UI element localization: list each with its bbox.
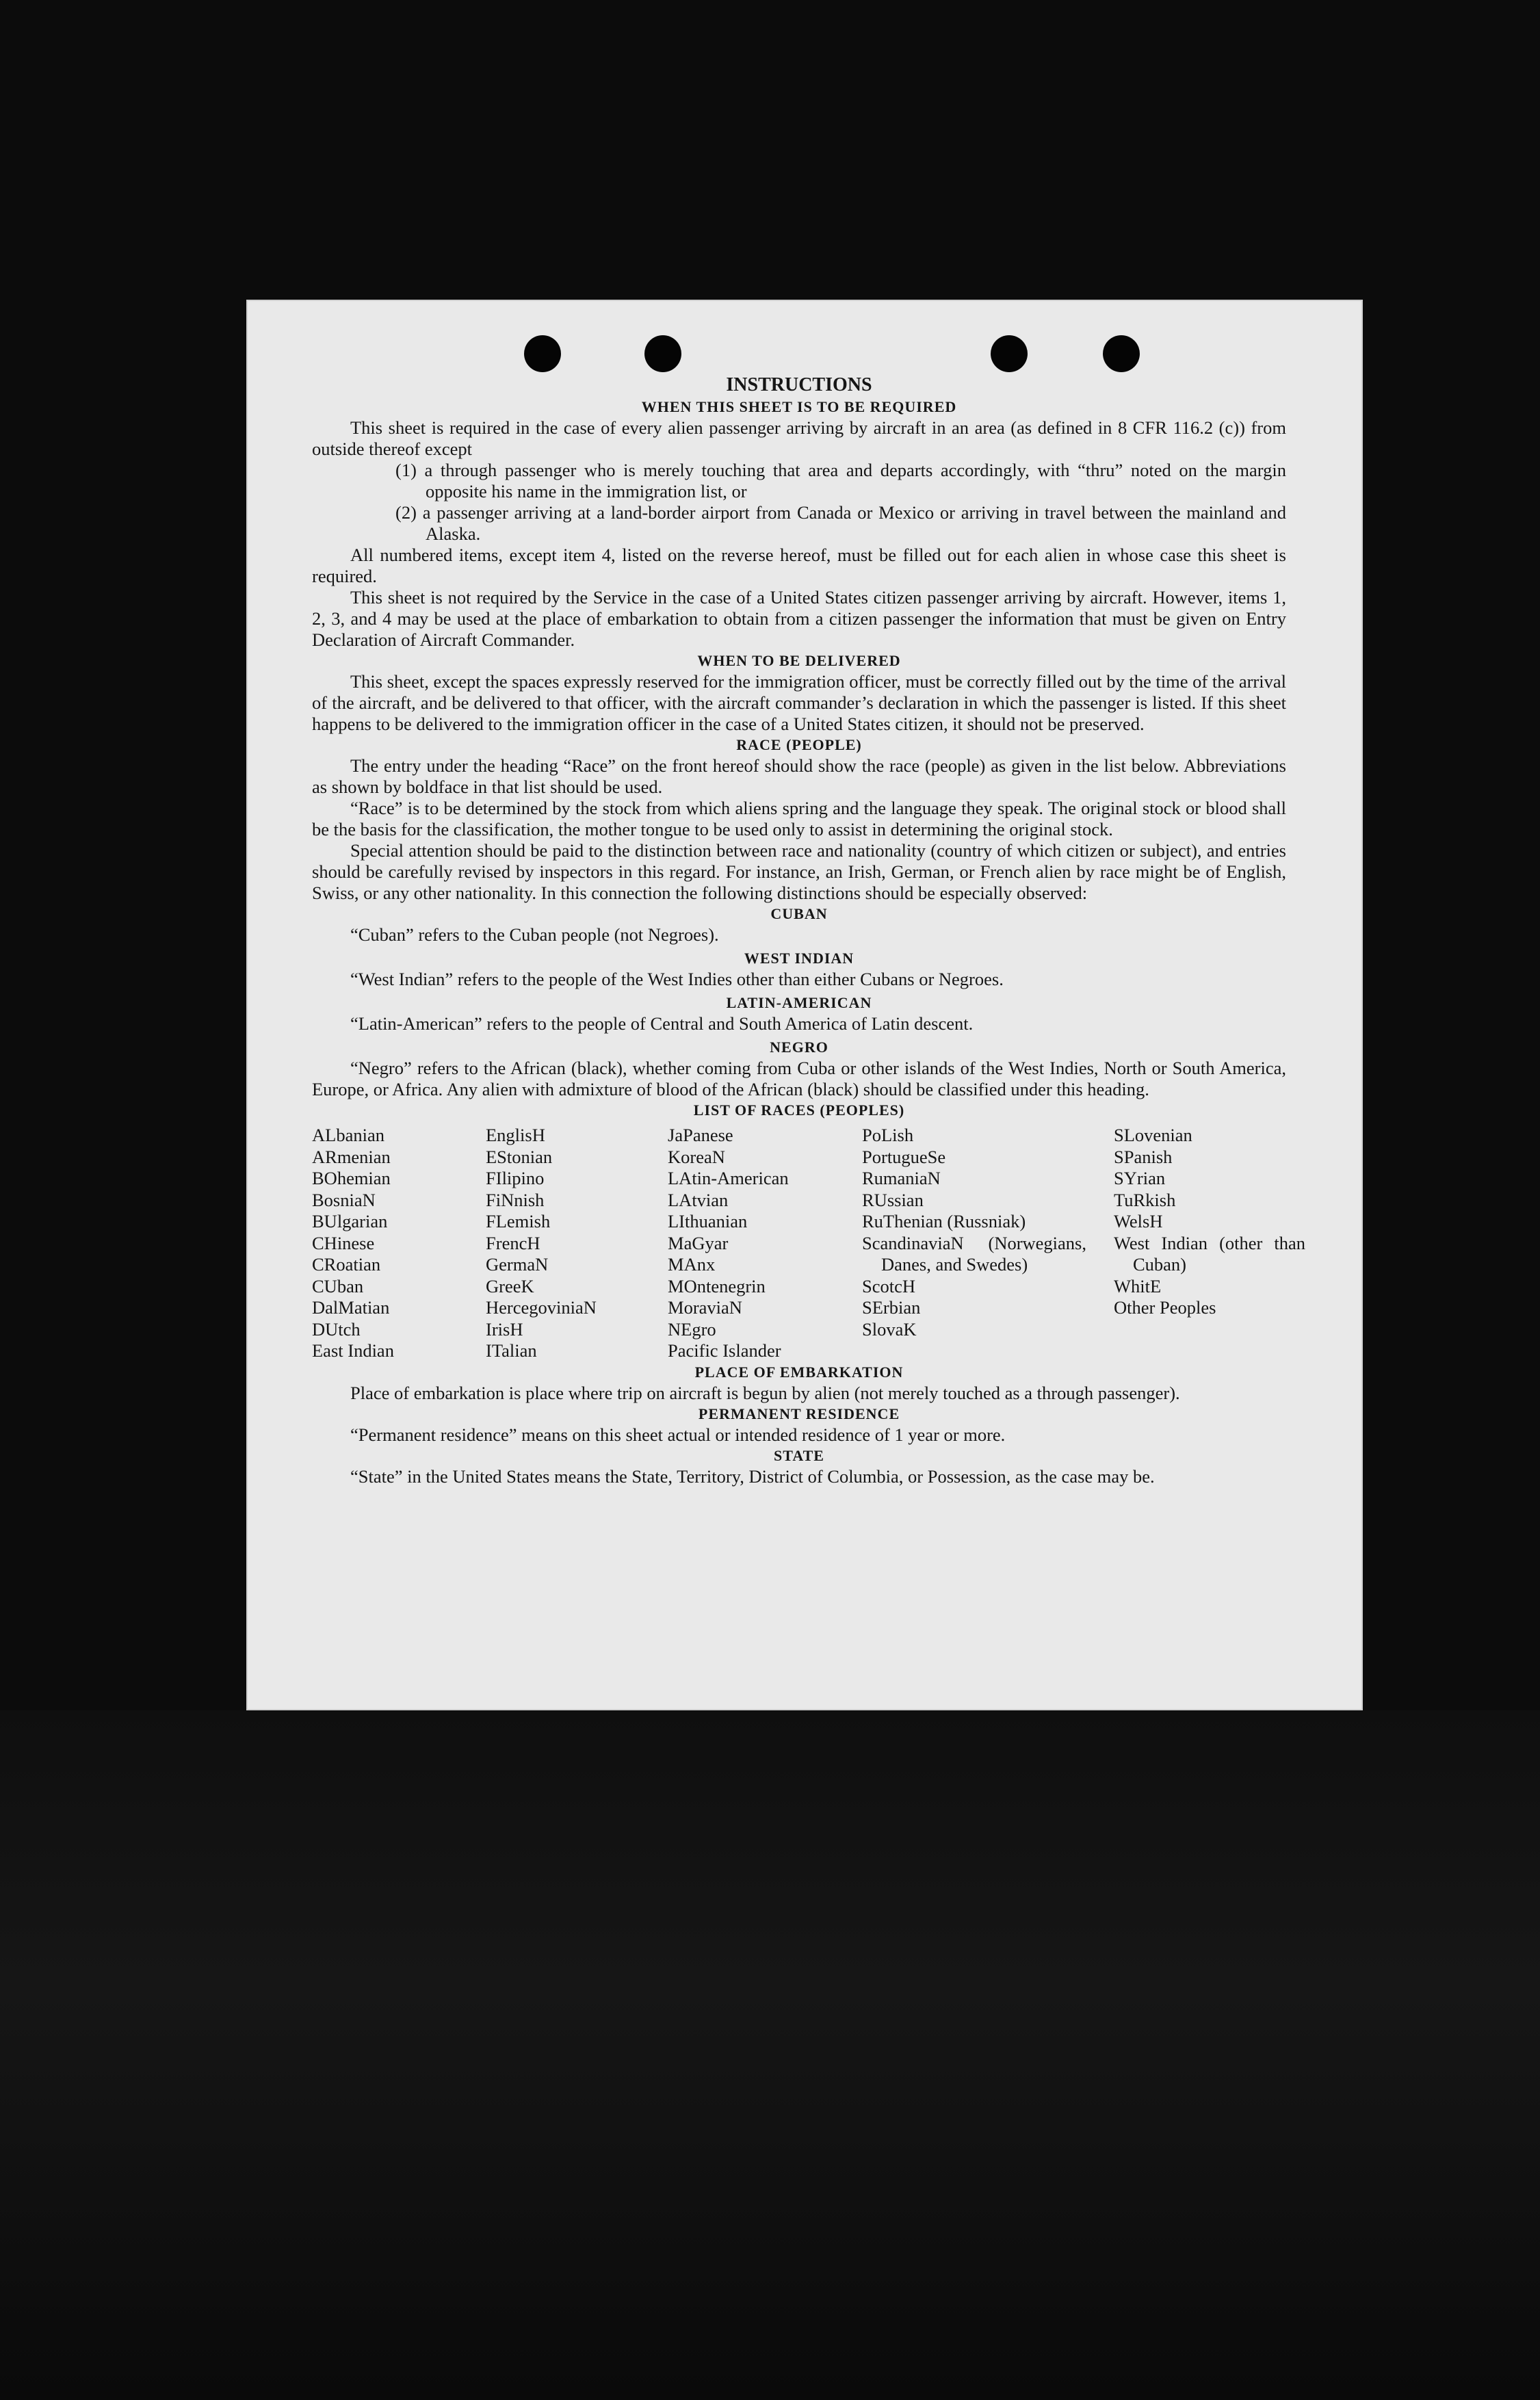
list-item: FrencH <box>486 1232 540 1253</box>
list-item: BOhemian <box>312 1168 391 1188</box>
race-column <box>312 1125 486 1362</box>
list-item: (2) a passenger arriving at a land-border airport from Canada or Mexico or arriving in travel between the mainland and Alaska. <box>395 502 1286 544</box>
section-heading: WHEN TO BE DELIVERED <box>697 652 901 669</box>
list-item: SYrian <box>1114 1168 1166 1188</box>
list-item: LAtvian <box>668 1189 729 1210</box>
list-item: HercegoviniaN <box>486 1297 597 1318</box>
paragraph: “State” in the United States means the State, Territory, District of Columbia, or Possession, as the case may be. <box>350 1465 1155 1487</box>
section-heading: RACE (PEOPLE) <box>736 736 862 753</box>
punch-hole <box>524 335 561 372</box>
punch-hole <box>991 335 1028 372</box>
race-column <box>668 1125 862 1362</box>
paragraph: “Race” is to be determined by the stock from which aliens spring and the language they speak. The original stock or blood shall be the basis for the classification, the mother tongue to be used only to assist in determining the original stock. <box>312 798 1286 839</box>
section-heading: LIST OF RACES (PEOPLES) <box>693 1101 905 1119</box>
list-item: ScandinaviaN (Norwegians, Danes, and Swedes) <box>862 1232 1086 1275</box>
race-column <box>1114 1125 1305 1362</box>
paragraph: “Permanent residence” means on this sheet actual or intended residence of 1 year or more. <box>350 1424 1006 1445</box>
list-item: CRoatian <box>312 1254 381 1275</box>
section-heading: CUBAN <box>770 905 828 922</box>
list-item: RUssian <box>862 1189 924 1210</box>
list-item: RuThenian (Russniak) <box>862 1211 1026 1231</box>
list-item: SLovenian <box>1114 1125 1192 1145</box>
paragraph: “Latin-American” refers to the people of Central and South America of Latin descent. <box>350 1013 974 1034</box>
list-item: GreeK <box>486 1275 534 1296</box>
paragraph: This sheet is not required by the Service in the case of a United States citizen passenger arriving by aircraft. However, items 1, 2, 3, and 4 may be used at the place of embarkation to obtain from a citizen passenger the information that must be given on Entry Declaration of Aircraft Commander. <box>312 587 1286 650</box>
list-item: SlovaK <box>862 1318 917 1340</box>
list-item: ScotcH <box>862 1275 916 1296</box>
list-item: WelsH <box>1114 1211 1163 1231</box>
list-item: CHinese <box>312 1232 375 1253</box>
section-heading: LATIN-AMERICAN <box>726 994 872 1011</box>
section-heading: NEGRO <box>770 1039 828 1056</box>
section-heading: STATE <box>774 1446 824 1464</box>
list-item: Pacific Islander <box>668 1340 781 1361</box>
paragraph: “West Indian” refers to the people of the West Indies other than either Cubans or Negroes. <box>350 969 1004 989</box>
section-heading: WHEN THIS SHEET IS TO BE REQUIRED <box>641 398 957 415</box>
list-item: Other Peoples <box>1114 1297 1216 1318</box>
section-heading: PERMANENT RESIDENCE <box>698 1405 900 1422</box>
paragraph: This sheet, except the spaces expressly reserved for the immigration officer, must be correctly filled out by the time of the arrival of the aircraft, and be delivered to that officer, with the aircraft commander’s declaration in which the passenger is listed. If this sheet happens to be delivered to the immigration officer in the case of a United States citizen, it should not be preserved. <box>312 671 1286 734</box>
list-item: BUlgarian <box>312 1211 388 1231</box>
list-item: DalMatian <box>312 1297 390 1318</box>
race-column <box>862 1125 1114 1362</box>
list-item: PortugueSe <box>862 1146 946 1167</box>
paragraph: This sheet is required in the case of every alien passenger arriving by aircraft in an area (as defined in 8 CFR 116.2 (c)) from outside thereof except <box>312 417 1286 459</box>
list-item: SPanish <box>1114 1146 1173 1167</box>
race-list <box>312 1125 1305 1362</box>
paragraph: “Cuban” refers to the Cuban people (not Negroes). <box>350 924 719 945</box>
list-item: DUtch <box>312 1318 361 1340</box>
punch-hole <box>644 335 681 372</box>
list-item: MOntenegrin <box>668 1275 766 1296</box>
list-item: EStonian <box>486 1146 553 1167</box>
list-item: (1) a through passenger who is merely touching that area and departs accordingly, with “thru” noted on the margin opposite his name in the immigration list, or <box>395 460 1286 501</box>
race-column <box>486 1125 668 1362</box>
section-heading: WEST INDIAN <box>744 950 854 967</box>
punch-hole <box>1103 335 1140 372</box>
list-item: East Indian <box>312 1340 394 1361</box>
list-item: ITalian <box>486 1340 537 1361</box>
list-item: KoreaN <box>668 1146 725 1167</box>
list-item: LIthuanian <box>668 1211 748 1231</box>
list-item: BosniaN <box>312 1189 376 1210</box>
page-title: INSTRUCTIONS <box>726 374 872 395</box>
list-item: MoraviaN <box>668 1297 742 1318</box>
paragraph: The entry under the heading “Race” on the front hereof should show the race (people) as given in the list below. Abbreviations as shown by boldface in that list should be used. <box>312 755 1286 797</box>
list-item: FIlipino <box>486 1168 545 1188</box>
paragraph: “Negro” refers to the African (black), whether coming from Cuba or other islands of the West Indies, North or South America, Europe, or Africa. Any alien with admixture of blood of the African (black) should be classified under this heading. <box>312 1058 1286 1099</box>
section-heading: PLACE OF EMBARKATION <box>694 1363 904 1381</box>
instructions-text <box>312 374 1305 1487</box>
list-item: ARmenian <box>312 1146 391 1167</box>
list-item: TuRkish <box>1114 1189 1176 1210</box>
list-item: WhitE <box>1114 1275 1162 1296</box>
microfilm-background <box>0 1710 1540 2400</box>
list-item: MaGyar <box>668 1232 729 1253</box>
list-item: West Indian (other than Cuban) <box>1114 1232 1305 1275</box>
list-item: LAtin-American <box>668 1168 789 1188</box>
paragraph: All numbered items, except item 4, listed on the reverse hereof, must be filled out for each alien in whose case this sheet is required. <box>312 545 1286 586</box>
list-item: GermaN <box>486 1254 549 1275</box>
list-item: MAnx <box>668 1254 716 1275</box>
list-item: PoLish <box>862 1125 914 1145</box>
list-item: FiNnish <box>486 1189 545 1210</box>
paragraph: Place of embarkation is place where trip on aircraft is begun by alien (not merely touched as a through passenger). <box>350 1382 1180 1403</box>
list-item: EnglisH <box>486 1125 545 1145</box>
list-item: RumaniaN <box>862 1168 941 1188</box>
list-item: CUban <box>312 1275 364 1296</box>
list-item: IrisH <box>486 1318 523 1340</box>
list-item: JaPanese <box>668 1125 733 1145</box>
list-item: SErbian <box>862 1297 921 1318</box>
paragraph: Special attention should be paid to the distinction between race and nationality (country of which citizen or subject), and entries should be carefully revised by inspectors in this regard. For instance, an Irish, German, or French alien by race might be of English, Swiss, or any other nationality. In this connection the following distinctions should be especially observed: <box>312 840 1286 903</box>
list-item: FLemish <box>486 1211 551 1231</box>
instruction-sheet <box>246 300 1363 1710</box>
list-item: NEgro <box>668 1318 716 1340</box>
list-item: ALbanian <box>312 1125 384 1145</box>
